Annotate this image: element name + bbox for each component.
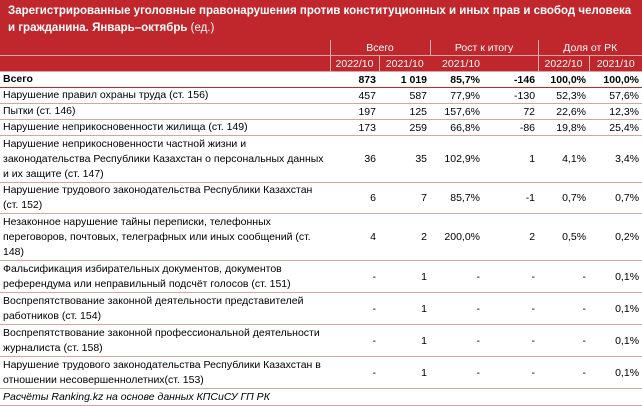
value-2021: 1 019 <box>379 72 430 88</box>
share-2021: 3,4% <box>589 136 642 183</box>
header-period-empty <box>483 56 538 72</box>
share-2022: 52,3% <box>538 88 589 104</box>
share-2021: 0,1% <box>589 325 642 357</box>
growth-percent: 85,7% <box>430 72 483 88</box>
value-2022: - <box>330 261 379 293</box>
growth-percent: 200,0% <box>430 214 483 261</box>
growth-percent: - <box>430 261 483 293</box>
row-name: Пытки (ст. 146) <box>0 104 330 120</box>
growth-absolute: - <box>483 325 538 357</box>
growth-percent: 77,9% <box>430 88 483 104</box>
header-period: 2022/10 <box>538 56 589 72</box>
value-2021: 1 <box>379 357 430 389</box>
share-2022: - <box>538 357 589 389</box>
value-2022: 173 <box>330 120 379 136</box>
growth-percent: - <box>430 325 483 357</box>
value-2021: 2 <box>379 214 430 261</box>
header-period: 2021/10 <box>379 56 430 72</box>
header-total: Всего <box>330 40 430 56</box>
growth-absolute: - <box>483 357 538 389</box>
row-name: Нарушение неприкосновенности частной жизни и законодательства Республики Казахстан о персональных данных и их защите (ст. 147) <box>0 136 330 183</box>
value-2021: 1 <box>379 325 430 357</box>
value-2022: 6 <box>330 183 379 214</box>
row-name: Фальсификация избирательных документов, документов референдума или неправильный подсчёт голосов (ст. 151) <box>0 261 330 293</box>
value-2021: 587 <box>379 88 430 104</box>
table-row <box>0 325 642 357</box>
share-2021: 57,6% <box>589 88 642 104</box>
value-2021: 35 <box>379 136 430 183</box>
share-2022: 0,7% <box>538 183 589 214</box>
row-name: Нарушение трудового законодательства Республики Казахстан в отношении несовершеннолетних(ст. 153) <box>0 357 330 389</box>
growth-percent: 102,9% <box>430 136 483 183</box>
share-2021: 0,7% <box>589 183 642 214</box>
table-title <box>0 0 642 40</box>
value-2021: 7 <box>379 183 430 214</box>
table-row <box>0 136 642 183</box>
growth-percent: 66,8% <box>430 120 483 136</box>
share-2022: 4,1% <box>538 136 589 183</box>
table-row <box>0 104 642 120</box>
share-2022: - <box>538 261 589 293</box>
share-2021: 100,0% <box>589 72 642 88</box>
growth-absolute: -1 <box>483 183 538 214</box>
growth-absolute: - <box>483 293 538 325</box>
table-title-unit: (ед.) <box>187 22 215 34</box>
table-row <box>0 261 642 293</box>
table-row <box>0 214 642 261</box>
table-row <box>0 293 642 325</box>
share-2021: 0,1% <box>589 261 642 293</box>
header-period: 2022/10 <box>330 56 379 72</box>
row-name: Воспрепятствование законной профессиональной деятельности журналиста (ст. 158) <box>0 325 330 357</box>
header-empty-2 <box>0 56 330 72</box>
value-2022: 36 <box>330 136 379 183</box>
share-2022: 0,5% <box>538 214 589 261</box>
share-2021: 0,1% <box>589 357 642 389</box>
growth-absolute: 72 <box>483 104 538 120</box>
growth-percent: 157,6% <box>430 104 483 120</box>
share-2021: 12,3% <box>589 104 642 120</box>
share-2022: 22,6% <box>538 104 589 120</box>
row-name: Всего <box>0 72 330 88</box>
header-period: 2021/10 <box>430 56 483 72</box>
growth-absolute: -86 <box>483 120 538 136</box>
source-note: Расчёты Ranking.kz на основе данных КПСиСУ ГП РК <box>0 389 642 406</box>
value-2022: 873 <box>330 72 379 88</box>
header-empty <box>0 40 330 56</box>
share-2022: - <box>538 325 589 357</box>
growth-absolute: - <box>483 261 538 293</box>
header-row-groups <box>0 40 642 56</box>
share-2022: - <box>538 293 589 325</box>
growth-percent: - <box>430 357 483 389</box>
growth-absolute: 2 <box>483 214 538 261</box>
value-2022: 457 <box>330 88 379 104</box>
growth-percent: 85,7% <box>430 183 483 214</box>
header-row-periods <box>0 56 642 72</box>
row-name: Нарушение правил охраны труда (ст. 156) <box>0 88 330 104</box>
row-name: Нарушение неприкосновенности жилища (ст. 149) <box>0 120 330 136</box>
row-name: Нарушение трудового законодательства Республики Казахстан (ст. 152) <box>0 183 330 214</box>
growth-absolute: 1 <box>483 136 538 183</box>
table-row <box>0 88 642 104</box>
share-2021: 25,4% <box>589 120 642 136</box>
growth-absolute: -130 <box>483 88 538 104</box>
growth-percent: - <box>430 293 483 325</box>
growth-absolute: -146 <box>483 72 538 88</box>
footer-row <box>0 389 642 406</box>
share-2022: 19,8% <box>538 120 589 136</box>
share-2022: 100,0% <box>538 72 589 88</box>
table-title-text: Зарегистрированные уголовные правонарушения против конституционных и иных прав и свобод человека и гражданина. Январь–октябрь <box>8 5 632 34</box>
crime-stats-table <box>0 40 642 406</box>
total-row <box>0 72 642 88</box>
value-2022: - <box>330 357 379 389</box>
row-name: Воспрепятствование законной деятельности представителей работников (ст. 154) <box>0 293 330 325</box>
value-2022: 197 <box>330 104 379 120</box>
share-2021: 0,2% <box>589 214 642 261</box>
value-2021: 125 <box>379 104 430 120</box>
value-2022: 4 <box>330 214 379 261</box>
value-2021: 1 <box>379 261 430 293</box>
table-row <box>0 357 642 389</box>
value-2022: - <box>330 293 379 325</box>
value-2022: - <box>330 325 379 357</box>
table-row <box>0 183 642 214</box>
table-body <box>0 72 642 389</box>
header-share: Доля от РК <box>538 40 642 56</box>
value-2021: 259 <box>379 120 430 136</box>
header-period: 2021/10 <box>589 56 642 72</box>
share-2021: 0,1% <box>589 293 642 325</box>
header-growth: Рост к итогу <box>430 40 538 56</box>
table-row <box>0 120 642 136</box>
value-2021: 1 <box>379 293 430 325</box>
row-name: Незаконное нарушение тайны переписки, телефонных переговоров, почтовых, телеграфных или иных сообщений (ст. 148) <box>0 214 330 261</box>
